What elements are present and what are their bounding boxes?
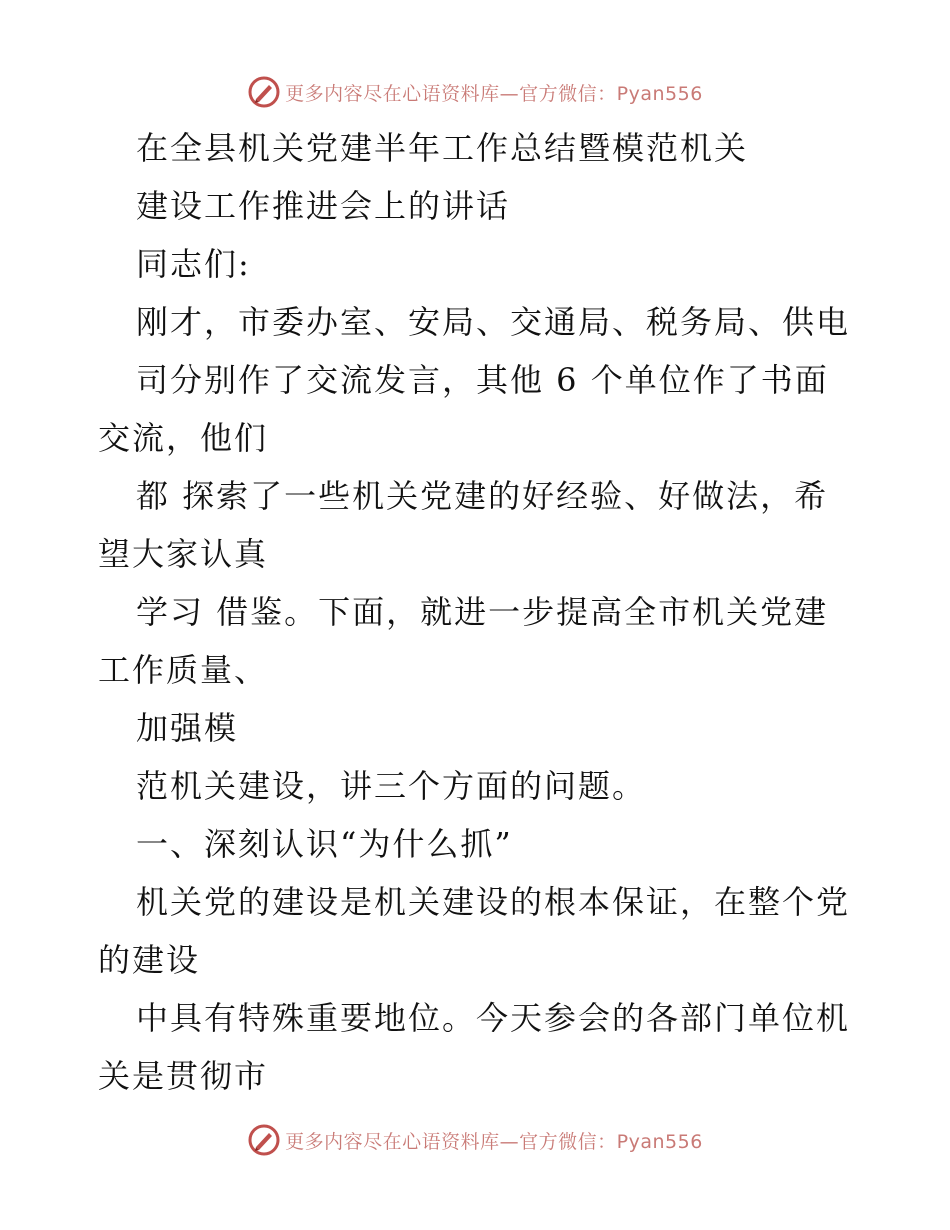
paragraph-line: 学习 借鉴。下面，就进一步提高全市机关党建 [136,593,829,631]
paragraph-line: 加强模 [136,709,239,747]
pen-logo-icon [247,75,281,109]
paragraph-line: 司分别作了交流发言，其他 6 个单位作了书面 [136,361,829,399]
watermark-text: 更多内容尽在心语资料库—官方微信：Pyan556 [285,82,703,105]
section-heading: 一、深刻认识“为什么抓” [136,825,513,863]
paragraph-line: 刚才，市委办室、安局、交通局、税务局、供电 [136,303,851,341]
watermark-text: 更多内容尽在心语资料库—官方微信：Pyan556 [285,1130,703,1153]
paragraph-line: 中具有特殊重要地位。今天参会的各部门单位机 [136,999,851,1037]
paragraph-line: 机关党的建设是机关建设的根本保证，在整个党 [136,883,851,921]
pen-logo-icon [247,1123,281,1157]
paragraph-line: 范机关建设，讲三个方面的问题。 [136,767,647,805]
paragraph-line: 工作质量、 [98,651,269,689]
paragraph-line: 关是贯彻市 [98,1057,269,1095]
footer-watermark-banner [0,1120,950,1160]
paragraph-line: 都 探索了一些机关党建的好经验、好做法，希 [136,477,829,515]
paragraph-line: 的建设 [98,941,201,979]
paragraph-line: 交流，他们 [98,419,269,457]
header-watermark-banner [0,72,950,112]
paragraph-line: 望大家认真 [98,535,269,573]
title-line-1: 在全县机关党建半年工作总结暨模范机关 [136,129,749,167]
greeting: 同志们: [136,245,251,283]
title-line-2: 建设工作推进会上的讲话 [136,187,511,225]
